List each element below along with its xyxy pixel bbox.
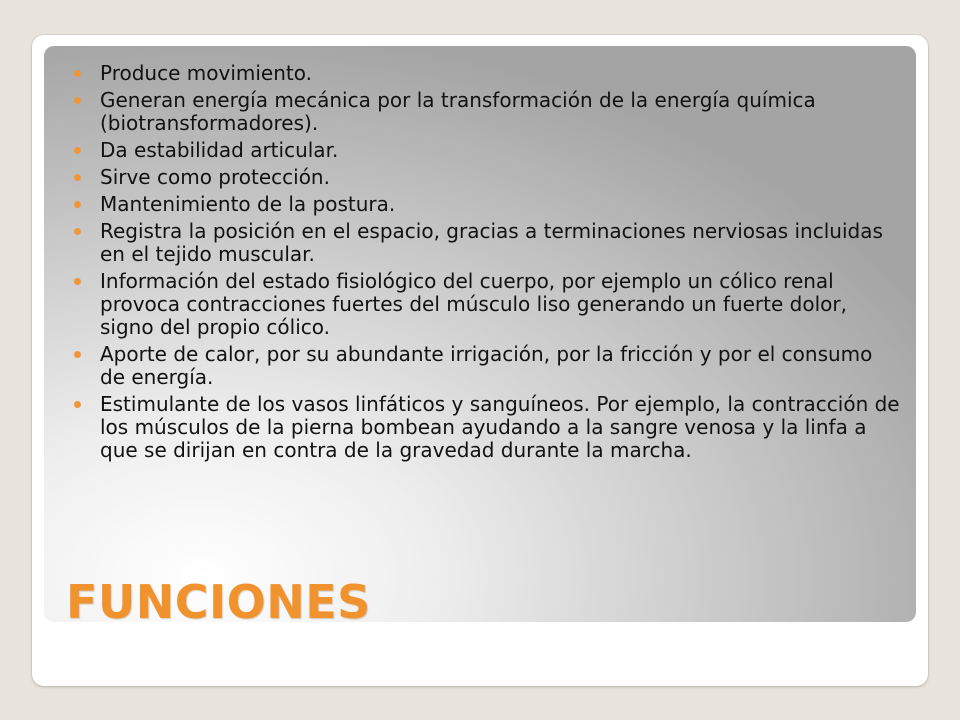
bullet-dot-icon (74, 278, 81, 285)
bullet-text: Aporte de calor, por su abundante irrigación, por la fricción y por el consumo de energía. (100, 342, 873, 389)
bullet-dot-icon (74, 147, 81, 154)
bullet-text: Produce movimiento. (100, 61, 312, 85)
bullet-dot-icon (74, 97, 81, 104)
bullet-text: Estimulante de los vasos linfáticos y sanguíneos. Por ejemplo, la contracción de los músculos de la pierna bombean ayudando a la sangre venosa y la linfa a que se dirijan en contra de la gravedad durante la marcha. (100, 392, 900, 462)
bullet-dot-icon (74, 70, 81, 77)
bullet-dot-icon (74, 401, 81, 408)
bullet-dot-icon (74, 228, 81, 235)
bullet-dot-icon (74, 174, 81, 181)
bullet-item (100, 193, 900, 216)
content-panel (44, 46, 916, 622)
bullet-dot-icon (74, 201, 81, 208)
bullet-item (100, 166, 900, 189)
bullet-list (100, 62, 900, 466)
bullet-item (100, 270, 900, 339)
bullet-text: Mantenimiento de la postura. (100, 192, 396, 216)
bullet-text: Da estabilidad articular. (100, 138, 339, 162)
bullet-item (100, 62, 900, 85)
bullet-text: Sirve como protección. (100, 165, 330, 189)
slide-title: FUNCIONES (66, 575, 371, 629)
bullet-item (100, 343, 900, 389)
bullet-dot-icon (74, 351, 81, 358)
bullet-item (100, 89, 900, 135)
bullet-item (100, 139, 900, 162)
bullet-text: Generan energía mecánica por la transformación de la energía química (biotransformadores). (100, 88, 816, 135)
bullet-text: Registra la posición en el espacio, gracias a terminaciones nerviosas incluidas en el tejido muscular. (100, 219, 883, 266)
bullet-text: Información del estado fisiológico del cuerpo, por ejemplo un cólico renal provoca contracciones fuertes del músculo liso generando un fuerte dolor, signo del propio cólico. (100, 269, 847, 339)
bullet-item (100, 393, 900, 462)
bullet-item (100, 220, 900, 266)
